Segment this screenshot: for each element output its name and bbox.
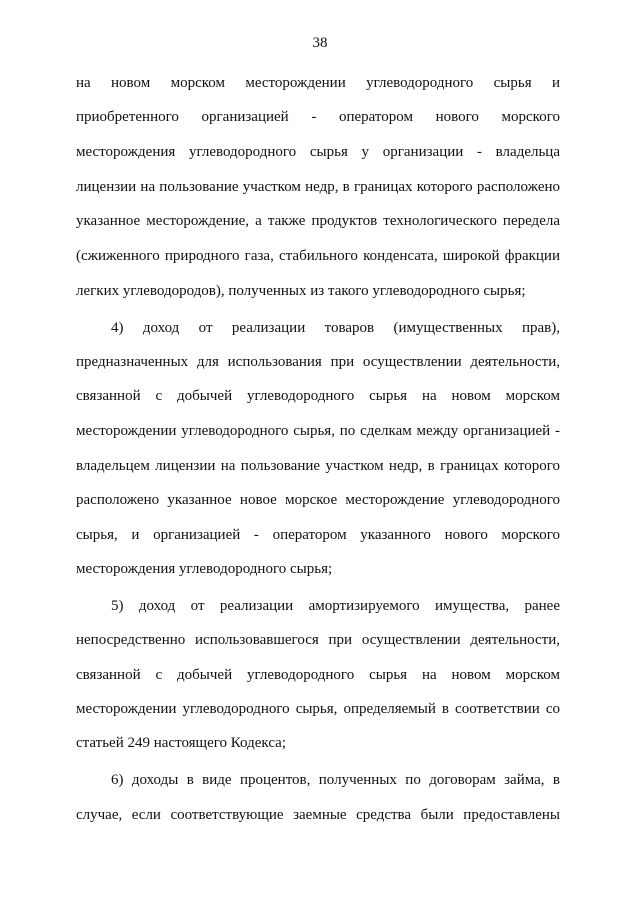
text-line: месторождении углеводородного сырья, по сделкам между организацией - [76, 423, 560, 439]
text-line: связанной с добычей углеводородного сырья на новом морском [76, 388, 560, 404]
text-line: связанной с добычей углеводородного сырья на новом морском [76, 667, 560, 683]
paragraph-start-item-6: 6) доходы в виде процентов, полученных по договорам займа, в [111, 772, 560, 788]
text-line: месторождения углеводородного сырья у организации - владельца [76, 144, 560, 160]
paragraph-start-item-5: 5) доход от реализации амортизируемого имущества, ранее [111, 598, 560, 614]
text-line: случае, если соответствующие заемные средства были предоставлены [76, 807, 560, 823]
text-line: лицензии на пользование участком недр, в границах которого расположено [76, 179, 560, 195]
text-line: легких углеводородов), полученных из такого углеводородного сырья; [76, 283, 526, 299]
text-line: статьей 249 настоящего Кодекса; [76, 735, 286, 751]
text-line: указанное месторождение, а также продуктов технологического передела [76, 213, 560, 229]
text-line: месторождения углеводородного сырья; [76, 561, 333, 577]
text-line: (сжиженного природного газа, стабильного конденсата, широкой фракции [76, 248, 560, 264]
page-number: 38 [312, 35, 328, 51]
text-line: непосредственно использовавшегося при осуществлении деятельности, [76, 632, 560, 648]
text-line: приобретенного организацией - оператором нового морского [76, 109, 560, 125]
text-line: расположено указанное новое морское месторождение углеводородного [76, 492, 560, 508]
text-line: на новом морском месторождении углеводородного сырья и [76, 75, 560, 91]
text-line: сырья, и организацией - оператором указанного нового морского [76, 527, 560, 543]
text-line: владельцем лицензии на пользование участком недр, в границах которого [76, 458, 560, 474]
text-line: предназначенных для использования при осуществлении деятельности, [76, 354, 560, 370]
text-line: месторождении углеводородного сырья, определяемый в соответствии со [76, 701, 560, 717]
paragraph-start-item-4: 4) доход от реализации товаров (имущественных прав), [111, 320, 560, 336]
